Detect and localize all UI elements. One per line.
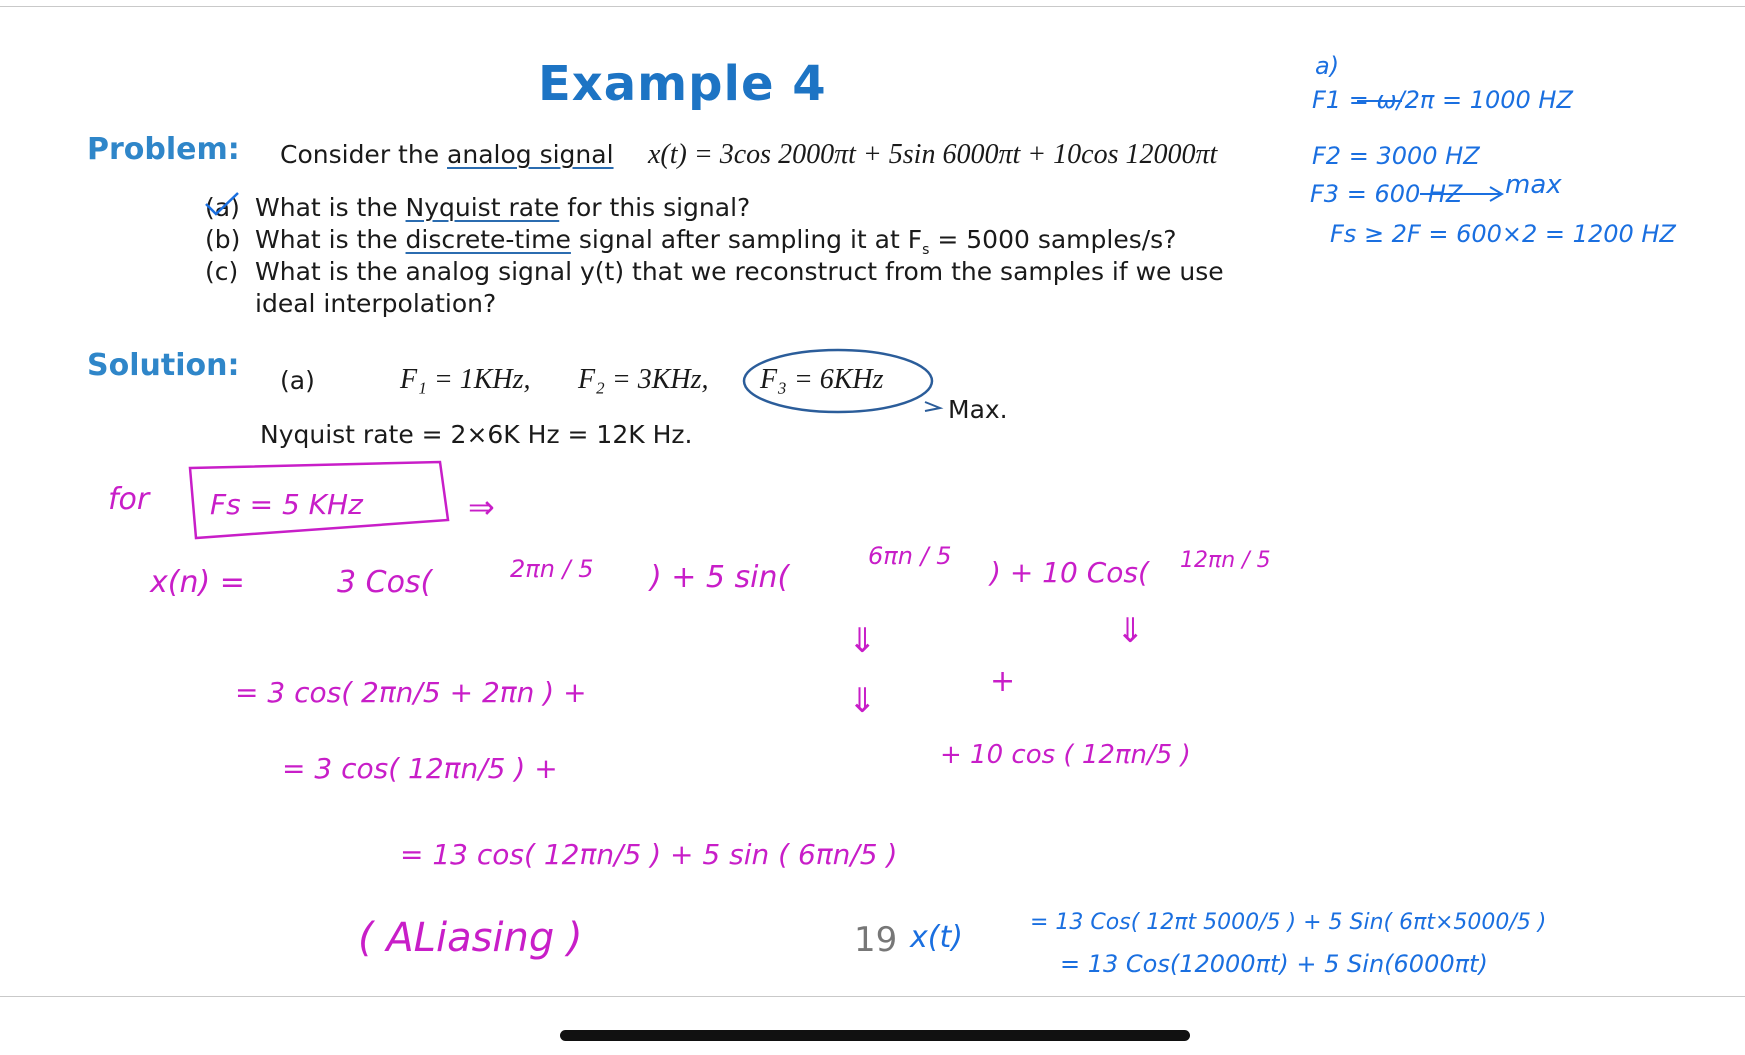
question-a-underlined: Nyquist rate [405,193,560,222]
hw-f2: F2 = 3000 HZ [1312,142,1480,170]
problem-heading: Problem: [87,132,240,167]
question-b-pre: What is the [255,225,406,254]
slide-title: Example 4 [538,56,827,112]
solution-f3: F₃ = 6KHz [760,364,884,395]
nyquist-line: Nyquist rate = 2×6K Hz = 12K Hz. [260,420,693,449]
question-b-marker: (b) [205,225,241,254]
question-c-marker: (c) [205,257,239,286]
problem-text-pre: Consider the [280,140,448,169]
hw-fs: Fs ≥ 2F = 600×2 = 1200 HZ [1330,220,1676,248]
solution-f1: F₁ = 1KHz, [400,364,531,395]
hw-xt-line2: = 13 Cos(12000πt) + 5 Sin(6000πt) [1060,950,1488,978]
page-number: 19 [854,920,898,960]
hw-line2-plus: + [990,664,1016,699]
hw-xn: x(n) = [150,565,245,600]
solution-f2: F₂ = 3KHz, [578,364,709,395]
max-label: Max. [948,395,1008,424]
hw-for: for [108,482,150,517]
question-c-line1: What is the analog signal y(t) that we reconstruct from the samples if we use [255,257,1224,286]
hw-a-label: a) [1315,52,1340,80]
question-a-post: for this signal? [559,193,751,222]
hw-line1-term3: ) + 10 Cos( [990,556,1149,589]
question-b-post: signal after sampling it at F [570,225,923,254]
hw-implies-arrow: ⇒ [468,488,495,526]
hw-aliasing: ( ALiasing ) [358,915,583,961]
hw-line1-frac2: 6πn / 5 [868,542,952,570]
hw-line3-b: + 10 cos ( 12πn/5 ) [940,740,1191,770]
f3-circle-tail [925,402,940,411]
hw-line1-term1: 3 Cos( [337,565,433,600]
question-b-sub: s [922,242,930,258]
hw-f3: F3 = 600 HZ [1310,180,1463,208]
question-b-underlined: discrete-time [405,225,571,254]
question-a-marker: (a) [205,193,240,222]
hw-fs-box: Fs = 5 KHz [210,488,363,521]
down-arrow-1: ⇓ [848,621,877,661]
fs-box-outline [190,462,448,538]
hw-line1-frac3: 12πn / 5 [1180,548,1271,573]
home-indicator[interactable] [560,1030,1190,1041]
solution-part: (a) [280,366,315,395]
hw-f1: F1 = ω/2π = 1000 HZ [1312,86,1573,114]
down-arrow-2: ⇓ [1116,611,1145,651]
hw-line1-term2: ) + 5 sin( [650,560,790,595]
f3-circle [744,350,932,412]
question-c-line2: ideal interpolation? [255,289,497,318]
hw-xt-line1: = 13 Cos( 12πt 5000/5 ) + 5 Sin( 6πt×5000/5 ) [1030,910,1547,935]
check-mark [206,193,238,214]
hw-line4: = 13 cos( 12πn/5 ) + 5 sin ( 6πn/5 ) [400,838,898,871]
question-b-post2: = 5000 samples/s? [929,225,1177,254]
down-arrow-3: ⇓ [848,681,877,721]
hw-line1-frac1: 2πn / 5 [510,555,594,583]
problem-equation: x(t) = 3cos 2000πt + 5sin 6000πt + 10cos 12000πt [648,139,1218,170]
solution-heading: Solution: [87,348,240,383]
hw-max: max [1505,170,1562,200]
question-a-pre: What is the [255,193,406,222]
hw-xt-label: x(t) [910,920,963,955]
hw-line3-a: = 3 cos( 12πn/5 ) + [282,752,558,785]
problem-text-underlined: analog signal [447,140,614,169]
hw-line2: = 3 cos( 2πn/5 + 2πn ) + [235,676,587,709]
